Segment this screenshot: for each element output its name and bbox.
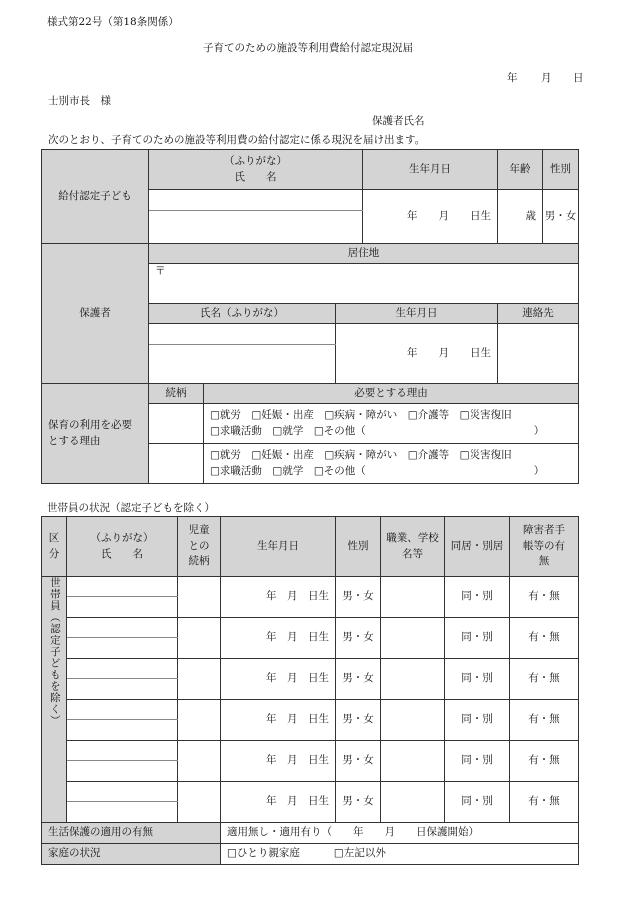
guardian-dob-header: 生年月日 <box>336 304 498 324</box>
form-number: 様式第22号（第18条関係） <box>47 16 179 28</box>
col-name: （ふりがな） 氏 名 <box>67 517 178 577</box>
guardian-dob-field[interactable]: 年 月 日生 <box>336 324 498 384</box>
member-job-field[interactable] <box>381 577 445 618</box>
member-name-field[interactable] <box>67 802 178 823</box>
member-kana-field[interactable] <box>67 700 178 720</box>
member-job-field[interactable] <box>381 700 445 741</box>
member-cohab-field[interactable]: 同・別 <box>445 700 510 741</box>
child-sex-header: 性別 <box>543 150 579 190</box>
child-row-label: 給付認定子ども <box>42 150 149 244</box>
guardian-address-header: 居住地 <box>149 244 579 264</box>
form-title: 子育てのための施設等利用費給付認定現況届 <box>203 42 413 54</box>
member-job-field[interactable] <box>381 618 445 659</box>
member-cohab-field[interactable]: 同・別 <box>445 782 510 823</box>
member-disability-field[interactable]: 有・無 <box>510 659 579 700</box>
welfare-label: 生活保護の適用の有無 <box>42 823 221 844</box>
member-dob-field[interactable]: 年 月 日生 <box>221 618 336 659</box>
child-name-header: （ふりがな） 氏 名 <box>149 150 363 190</box>
family-field[interactable] <box>221 844 579 865</box>
guardian-name-header: 氏名（ふりがな） <box>149 304 336 324</box>
child-dob-field[interactable]: 年 月 日生 <box>363 190 498 244</box>
reason-relation-header: 続柄 <box>149 384 204 404</box>
child-age-field[interactable]: 歳 <box>498 190 543 244</box>
household-section-title: 世帯員の状況（認定子どもを除く） <box>47 502 215 514</box>
child-age-header: 年齢 <box>498 150 543 190</box>
addressee: 士別市長 様 <box>48 95 111 107</box>
family-label: 家庭の状況 <box>42 844 221 865</box>
member-cohab-field[interactable]: 同・別 <box>445 659 510 700</box>
member-sex-field[interactable]: 男・女 <box>336 618 381 659</box>
date-day: 日 <box>573 72 584 84</box>
member-name-field[interactable] <box>67 679 178 700</box>
member-cohab-field[interactable]: 同・別 <box>445 618 510 659</box>
member-relation-field[interactable] <box>178 577 221 618</box>
reason-options-2[interactable]: □就労 □妊娠・出産 □疾病・障がい □介護等 □災害復旧 □求職活動 □就学 □その他（ ） <box>204 444 579 484</box>
member-name-field[interactable] <box>67 597 178 618</box>
member-dob-field[interactable]: 年 月 日生 <box>221 577 336 618</box>
member-dob-field[interactable]: 年 月 日生 <box>221 782 336 823</box>
member-sex-field[interactable]: 男・女 <box>336 700 381 741</box>
member-disability-field[interactable]: 有・無 <box>510 618 579 659</box>
reason-options-1[interactable]: □就労 □妊娠・出産 □疾病・障がい □介護等 □災害復旧 □求職活動 □就学 □その他（ ） <box>204 404 579 444</box>
postal-mark: 〒 <box>155 265 166 277</box>
guardian-contact-header: 連絡先 <box>498 304 579 324</box>
child-sex-field[interactable]: 男・女 <box>543 190 579 244</box>
member-relation-field[interactable] <box>178 618 221 659</box>
member-dob-field[interactable]: 年 月 日生 <box>221 741 336 782</box>
col-relation: 児童 との 続柄 <box>178 517 221 577</box>
member-sex-field[interactable]: 男・女 <box>336 577 381 618</box>
member-kana-field[interactable] <box>67 577 178 597</box>
member-relation-field[interactable] <box>178 741 221 782</box>
col-dob: 生年月日 <box>221 517 336 577</box>
member-name-field[interactable] <box>67 720 178 741</box>
child-dob-header: 生年月日 <box>363 150 498 190</box>
member-relation-field[interactable] <box>178 659 221 700</box>
child-name-field[interactable] <box>149 211 363 244</box>
member-sex-field[interactable]: 男・女 <box>336 659 381 700</box>
member-disability-field[interactable]: 有・無 <box>510 782 579 823</box>
family-option-single[interactable]: □ひとり親家庭 <box>227 847 300 860</box>
household-table <box>41 516 579 865</box>
guardian-name-label: 保護者氏名 <box>372 115 425 127</box>
col-sex: 性別 <box>336 517 381 577</box>
family-option-other[interactable]: □左記以外 <box>333 847 386 860</box>
member-disability-field[interactable]: 有・無 <box>510 700 579 741</box>
date-month: 月 <box>541 72 552 84</box>
col-cohab: 同居・別居 <box>445 517 510 577</box>
guardian-contact-field[interactable] <box>498 324 579 384</box>
reason-relation-field-2[interactable] <box>149 444 204 484</box>
guardian-address-field[interactable] <box>149 264 579 304</box>
member-job-field[interactable] <box>381 741 445 782</box>
household-vertical-label: 世帯員（認定子どもを除く） <box>42 577 67 823</box>
guardian-name-field[interactable] <box>149 345 336 384</box>
reason-header: 必要とする理由 <box>204 384 579 404</box>
member-name-field[interactable] <box>67 761 178 782</box>
col-disability: 障害者手 帳等の有 無 <box>510 517 579 577</box>
member-job-field[interactable] <box>381 782 445 823</box>
member-kana-field[interactable] <box>67 782 178 802</box>
member-relation-field[interactable] <box>178 782 221 823</box>
child-kana-field[interactable] <box>149 190 363 211</box>
member-dob-field[interactable]: 年 月 日生 <box>221 700 336 741</box>
member-cohab-field[interactable]: 同・別 <box>445 741 510 782</box>
reason-relation-field-1[interactable] <box>149 404 204 444</box>
welfare-field[interactable]: 適用無し・適用有り（ 年 月 日保護開始） <box>221 823 579 844</box>
member-kana-field[interactable] <box>67 659 178 679</box>
member-disability-field[interactable]: 有・無 <box>510 741 579 782</box>
member-sex-field[interactable]: 男・女 <box>336 782 381 823</box>
reason-row-label: 保育の利用を必要 とする理由 <box>42 384 149 484</box>
guardian-kana-field[interactable] <box>149 324 336 345</box>
member-dob-field[interactable]: 年 月 日生 <box>221 659 336 700</box>
member-job-field[interactable] <box>381 659 445 700</box>
guardian-row-label: 保護者 <box>42 244 149 384</box>
member-disability-field[interactable]: 有・無 <box>510 577 579 618</box>
main-table <box>41 149 579 484</box>
member-sex-field[interactable]: 男・女 <box>336 741 381 782</box>
member-kana-field[interactable] <box>67 741 178 761</box>
intro-text: 次のとおり、子育てのための施設等利用費の給付認定に係る現況を届け出ます。 <box>48 134 426 146</box>
member-relation-field[interactable] <box>178 700 221 741</box>
member-cohab-field[interactable]: 同・別 <box>445 577 510 618</box>
col-kubun: 区 分 <box>42 517 67 577</box>
member-kana-field[interactable] <box>67 618 178 638</box>
col-job: 職業、学校 名等 <box>381 517 445 577</box>
date-year: 年 <box>507 72 518 84</box>
member-name-field[interactable] <box>67 638 178 659</box>
